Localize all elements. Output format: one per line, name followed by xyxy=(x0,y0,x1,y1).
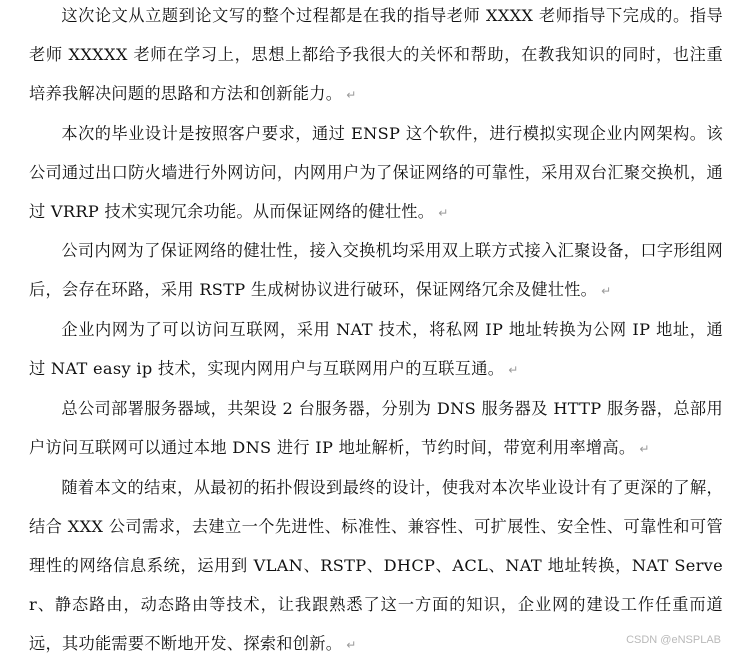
paragraph-mark-icon: ↵ xyxy=(639,441,650,456)
paragraph-mark-icon: ↵ xyxy=(438,205,449,220)
document-page xyxy=(29,0,723,664)
paragraph-5 xyxy=(29,390,723,469)
paragraph-4-text: 企业内网为了可以访问互联网，采用 NAT 技术，将私网 IP 地址转换为公网 IP 地址，通过 NAT easy ip 技术，实现内网用户与互联网用户的互联互通。 xyxy=(29,320,723,379)
paragraph-6 xyxy=(29,469,723,664)
paragraph-mark-icon: ↵ xyxy=(346,637,357,652)
paragraph-mark-icon: ↵ xyxy=(601,284,612,299)
paragraph-6-text: 随着本文的结束，从最初的拓扑假设到最终的设计，使我对本次毕业设计有了更深的了解，结合 XXX 公司需求，去建立一个先进性、标准性、兼容性、可扩展性、安全性、可靠性和可管理性的网络信息系统，运用到 VLAN、RSTP、DHCP、ACL、NAT 地址转换，NAT Server、静态路由，动态路由等技术，让我跟熟悉了这一方面的知识，企业网的建设工作任重而道远，其功能需要不断地开发、探索和创新。 xyxy=(29,477,723,653)
paragraph-3 xyxy=(29,232,723,311)
paragraph-mark-icon: ↵ xyxy=(508,363,519,378)
paragraph-2 xyxy=(29,115,723,233)
watermark: CSDN @eNSPLAB xyxy=(626,634,721,646)
paragraph-2-text: 本次的毕业设计是按照客户要求，通过 ENSP 这个软件，进行模拟实现企业内网架构。该公司通过出口防火墙进行外网访问，内网用户为了保证网络的可靠性，采用双台汇聚交换机，通过 VRRP 技术实现冗余功能。从而保证网络的健壮性。 xyxy=(29,123,723,221)
paragraph-1 xyxy=(29,0,723,115)
paragraph-3-text: 公司内网为了保证网络的健壮性，接入交换机均采用双上联方式接入汇聚设备，口字形组网后，会存在环路，采用 RSTP 生成树协议进行破环，保证网络冗余及健壮性。 xyxy=(29,241,723,300)
paragraph-4 xyxy=(29,311,723,390)
paragraph-mark-icon: ↵ xyxy=(346,87,357,102)
paragraph-5-text: 总公司部署服务器域，共架设 2 台服务器，分别为 DNS 服务器及 HTTP 服务器，总部用户访问互联网可以通过本地 DNS 进行 IP 地址解析，节约时间，带宽利用率增高。 xyxy=(29,399,723,457)
paragraph-1-text: 这次论文从立题到论文写的整个过程都是在我的指导老师 XXXX 老师指导下完成的。指导老师 XXXXX 老师在学习上，思想上都给予我很大的关怀和帮助，在教我知识的同时，也注重培养我解决问题的思路和方法和创新能力。 xyxy=(29,6,723,103)
